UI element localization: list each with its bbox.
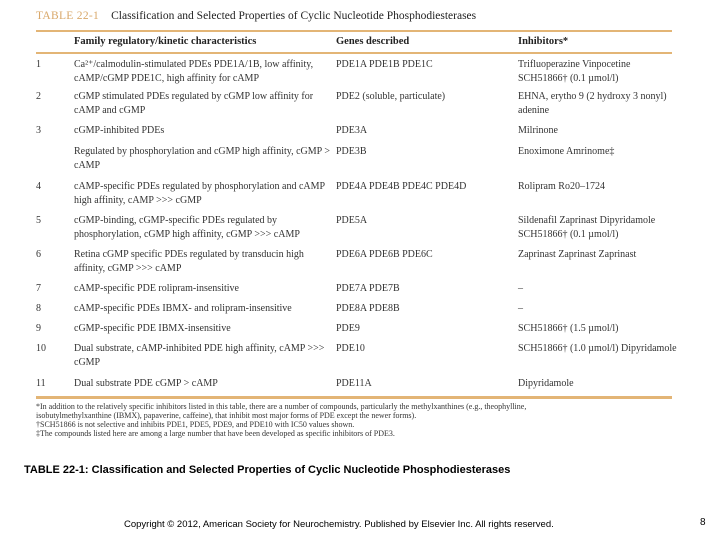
row-characteristics: cGMP stimulated PDEs regulated by cGMP low affinity for cAMP and cGMP <box>74 91 314 116</box>
footnote: ‡The compounds listed here are among a large number that have been developed as specific inhibitors of PDE3. <box>36 429 395 438</box>
row-genes: PDE3A <box>336 125 368 136</box>
row-number: 11 <box>36 378 46 389</box>
row-genes: PDE7A PDE7B <box>336 283 400 294</box>
row-genes: PDE8A PDE8B <box>336 303 400 314</box>
row-genes: PDE5A <box>336 215 368 226</box>
row-inhibitors: Dipyridamole <box>518 378 574 389</box>
row-characteristics: cGMP-inhibited PDEs <box>74 125 165 136</box>
slide-caption: TABLE 22-1: Classification and Selected Properties of Cyclic Nucleotide Phosphodiesterases <box>24 464 511 476</box>
row-inhibitors: SCH51866† (1.0 µmol/l) Dipyridamole <box>518 343 677 354</box>
top-rule <box>36 30 672 32</box>
row-characteristics: cGMP-binding, cGMP-specific PDEs regulated by phosphorylation, cGMP high affinity, cGMP >>> cAMP <box>74 215 300 240</box>
row-number: 10 <box>36 343 46 354</box>
table-number: TABLE 22-1 <box>36 10 100 22</box>
row-genes: PDE10 <box>336 343 365 354</box>
row-inhibitors: Trifluoperazine Vinpocetine SCH51866† (0.1 µmol/l) <box>518 59 631 84</box>
row-inhibitors: – <box>518 283 523 294</box>
row-number: 2 <box>36 91 41 102</box>
row-number: 6 <box>36 249 41 260</box>
table-image <box>36 0 677 440</box>
row-number: 3 <box>36 125 41 136</box>
copyright-notice: Copyright © 2012, American Society for Neurochemistry. Published by Elsevier Inc. All rights reserved. <box>124 519 554 530</box>
header-characteristics: Family regulatory/kinetic characteristics <box>74 36 257 47</box>
row-inhibitors: Rolipram Ro20–1724 <box>518 181 605 192</box>
row-number: 8 <box>36 303 41 314</box>
footnote: isobutylmethylxanthine (IBMX), papaverine, caffeine), that inhibit most major forms of PDE except the newer forms). <box>36 411 417 420</box>
header-rule <box>36 52 672 54</box>
row-inhibitors: Sildenafil Zaprinast Dipyridamole SCH51866† (0.1 µmol/l) <box>518 215 656 240</box>
table-heading <box>36 10 476 22</box>
row-genes: PDE1A PDE1B PDE1C <box>336 59 433 70</box>
row-inhibitors: EHNA, erytho 9 (2 hydroxy 3 nonyl) adenine <box>518 91 667 116</box>
row-characteristics: Dual substrate PDE cGMP > cAMP <box>74 378 218 389</box>
row-number: 7 <box>36 283 41 294</box>
row-number: 9 <box>36 323 41 334</box>
table-title: Classification and Selected Properties of Cyclic Nucleotide Phosphodiesterases <box>111 10 477 22</box>
page-number: 8 <box>700 517 706 528</box>
row-inhibitors: Milrinone <box>518 125 558 136</box>
row-inhibitors: Enoximone Amrinome‡ <box>518 146 615 157</box>
row-number: 5 <box>36 215 41 226</box>
row-inhibitors: Zaprinast Zaprinast Zaprinast <box>518 249 637 260</box>
footnote: †SCH51866 is not selective and inhibits PDE1, PDE5, PDE9, and PDE10 with IC50 values shown. <box>36 420 355 429</box>
row-genes: PDE4A PDE4B PDE4C PDE4D <box>336 181 467 192</box>
row-characteristics: Regulated by phosphorylation and cGMP high affinity, cGMP > cAMP <box>74 146 330 171</box>
row-inhibitors: SCH51866† (1.5 µmol/l) <box>518 323 619 334</box>
row-genes: PDE11A <box>336 378 372 389</box>
row-number: 4 <box>36 181 41 192</box>
bottom-rule <box>36 396 672 399</box>
row-genes: PDE9 <box>336 323 360 334</box>
row-characteristics: cAMP-specific PDEs regulated by phosphorylation and cAMP high affinity, cAMP >>> cGMP <box>74 181 325 206</box>
row-characteristics: cAMP-specific PDEs IBMX- and rolipram-insensitive <box>74 303 292 314</box>
row-characteristics: Ca²⁺/calmodulin-stimulated PDEs PDE1A/1B, low affinity, cAMP/cGMP PDE1C, high affinity for cAMP <box>74 59 314 84</box>
row-number: 1 <box>36 59 41 70</box>
row-genes: PDE2 (soluble, particulate) <box>336 91 446 102</box>
header-inhibitors: Inhibitors* <box>518 36 569 47</box>
row-characteristics: cGMP-specific PDE IBMX-insensitive <box>74 323 231 334</box>
header-genes: Genes described <box>336 36 410 47</box>
row-characteristics: Retina cGMP specific PDEs regulated by transducin high affinity, cGMP >>> cAMP <box>74 249 304 274</box>
row-characteristics: Dual substrate, cAMP-inhibited PDE high affinity, cAMP >>> cGMP <box>74 343 325 368</box>
row-genes: PDE3B <box>336 146 367 157</box>
footnote: *In addition to the relatively specific inhibitors listed in this table, there are a number of compounds, particularly the methylxanthines (e.g., theophylline, <box>36 402 527 411</box>
row-characteristics: cAMP-specific PDE rolipram-insensitive <box>74 283 239 294</box>
row-genes: PDE6A PDE6B PDE6C <box>336 249 433 260</box>
row-inhibitors: – <box>518 303 523 314</box>
